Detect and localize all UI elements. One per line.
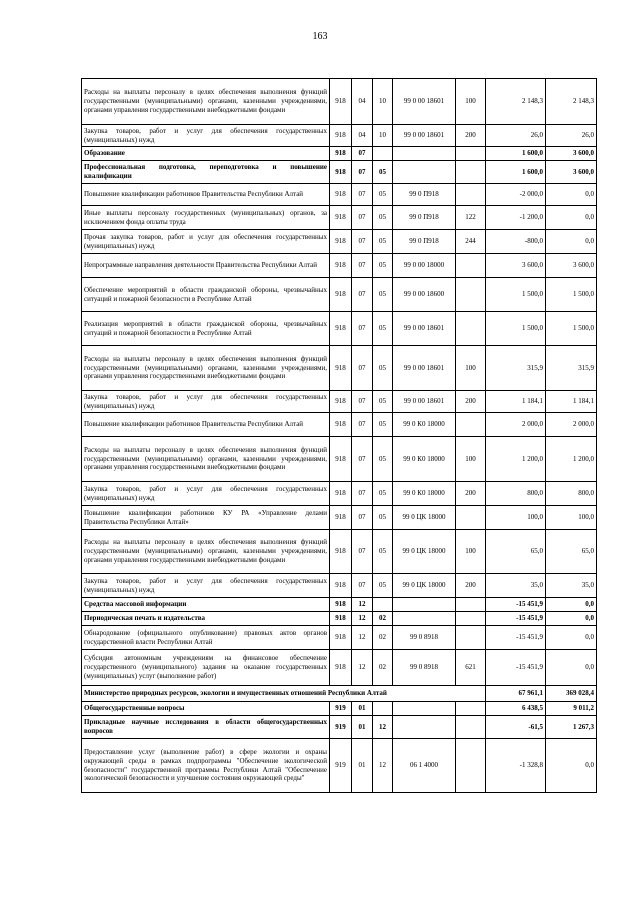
row-expense-type: [456, 413, 486, 437]
row-expense-type: [456, 716, 486, 739]
row-amount-2: 0,0: [546, 206, 597, 230]
table-row: [82, 530, 597, 574]
row-subsection-code: 05: [373, 574, 393, 598]
row-name: Расходы на выплаты персоналу в целях обеспечения выполнения функций государственными (муниципальными) органами, казенными учреждениями, органами управления государственными внебюджетными фондами: [82, 79, 330, 125]
row-grbs-code: 918: [330, 125, 352, 147]
row-target-article: [393, 612, 456, 626]
row-expense-type: 122: [456, 206, 486, 230]
row-section-code: 07: [352, 482, 373, 506]
row-amount-1: 2 148,3: [486, 79, 546, 125]
row-amount-2: 2 000,0: [546, 413, 597, 437]
row-grbs-code: 919: [330, 702, 352, 716]
row-expense-type: 244: [456, 230, 486, 254]
row-amount-1: -15 451,9: [486, 612, 546, 626]
row-section-code: 07: [352, 574, 373, 598]
row-expense-type: [456, 626, 486, 650]
row-section-code: 04: [352, 79, 373, 125]
row-section-code: 07: [352, 391, 373, 413]
row-amount-2: 26,0: [546, 125, 597, 147]
table-row: [82, 312, 597, 346]
row-subsection-code: [373, 702, 393, 716]
row-name: Иные выплаты персоналу государственных (муниципальных) органов, за исключением фонда оплаты труда: [82, 206, 330, 230]
row-amount-1: -800,0: [486, 230, 546, 254]
row-grbs-code: 918: [330, 346, 352, 391]
table-row: [82, 230, 597, 254]
row-section-code: 12: [352, 598, 373, 612]
row-target-article: [393, 702, 456, 716]
row-expense-type: [456, 161, 486, 184]
row-expense-type: [456, 702, 486, 716]
table-row: [82, 716, 597, 739]
row-target-article: 99 0 00 18601: [393, 125, 456, 147]
row-expense-type: [456, 598, 486, 612]
row-expense-type: 100: [456, 437, 486, 482]
row-subsection-code: 05: [373, 254, 393, 278]
row-section-code: 07: [352, 230, 373, 254]
row-amount-2: 0,0: [546, 184, 597, 206]
row-grbs-code: 918: [330, 530, 352, 574]
row-amount-1: 35,0: [486, 574, 546, 598]
row-amount-2: 9 011,2: [546, 702, 597, 716]
row-expense-type: [456, 147, 486, 161]
row-section-code: 07: [352, 278, 373, 312]
row-amount-2: 2 148,3: [546, 79, 597, 125]
row-amount-1: -15 451,9: [486, 650, 546, 686]
table-row: [82, 598, 597, 612]
table-row: [82, 437, 597, 482]
row-amount-2: 1 267,3: [546, 716, 597, 739]
table-row: [82, 574, 597, 598]
row-subsection-code: 05: [373, 530, 393, 574]
row-section-code: 07: [352, 346, 373, 391]
row-name: Повышение квалификации работников Правительства Республики Алтай: [82, 184, 330, 206]
row-expense-type: 100: [456, 530, 486, 574]
row-amount-1: 1 500,0: [486, 312, 546, 346]
row-subsection-code: 12: [373, 739, 393, 793]
table-row: [82, 391, 597, 413]
row-subsection-code: [373, 598, 393, 612]
table-row: [82, 612, 597, 626]
table-row: [82, 206, 597, 230]
row-subsection-code: 10: [373, 125, 393, 147]
row-amount-2: 1 184,1: [546, 391, 597, 413]
row-name: Средства массовой информации: [82, 598, 330, 612]
row-section-code: 07: [352, 506, 373, 530]
row-target-article: 99 0 00 18601: [393, 391, 456, 413]
row-target-article: 99 0 П918: [393, 230, 456, 254]
row-target-article: 99 0 К0 18000: [393, 413, 456, 437]
row-amount-1: 315,9: [486, 346, 546, 391]
table-row: [82, 79, 597, 125]
row-name: Предоставление услуг (выполнение работ) в сфере экологии и охраны окружающей среды в рамках подпрограммы "Обеспечение экологической безопасности" государственной программы Республики Алтай "Обеспечение экологической безопасности и улучшение состояния окружающей среды": [82, 739, 330, 793]
table-row: [82, 626, 597, 650]
row-amount-2: 0,0: [546, 650, 597, 686]
row-name: Министерство природных ресурсов, экологии и имущественных отношений Республики Алтай: [82, 686, 486, 702]
table-row: [82, 125, 597, 147]
row-subsection-code: 02: [373, 612, 393, 626]
row-target-article: [393, 147, 456, 161]
row-subsection-code: 05: [373, 312, 393, 346]
row-name: Профессиональная подготовка, переподготовка и повышение квалификации: [82, 161, 330, 184]
row-amount-2: 3 600,0: [546, 147, 597, 161]
row-section-code: 07: [352, 184, 373, 206]
budget-table-body: [82, 79, 597, 793]
row-amount-2: 0,0: [546, 598, 597, 612]
row-grbs-code: 918: [330, 598, 352, 612]
budget-table: [81, 78, 597, 793]
row-amount-1: 1 500,0: [486, 278, 546, 312]
row-section-code: 07: [352, 254, 373, 278]
table-row: [82, 147, 597, 161]
row-subsection-code: [373, 147, 393, 161]
row-expense-type: [456, 612, 486, 626]
row-amount-1: 1 600,0: [486, 147, 546, 161]
row-amount-2: 65,0: [546, 530, 597, 574]
row-grbs-code: 918: [330, 391, 352, 413]
table-row: [82, 254, 597, 278]
row-amount-2: 1 500,0: [546, 312, 597, 346]
table-row: [82, 413, 597, 437]
row-section-code: 01: [352, 702, 373, 716]
row-amount-2: 800,0: [546, 482, 597, 506]
row-amount-1: -61,5: [486, 716, 546, 739]
row-grbs-code: 918: [330, 147, 352, 161]
row-target-article: 99 0 8918: [393, 650, 456, 686]
row-target-article: 99 0 П918: [393, 206, 456, 230]
row-expense-type: [456, 739, 486, 793]
row-subsection-code: 05: [373, 184, 393, 206]
row-amount-1: 1 184,1: [486, 391, 546, 413]
row-section-code: 12: [352, 626, 373, 650]
row-amount-2: 0,0: [546, 230, 597, 254]
table-row: [82, 482, 597, 506]
row-section-code: 07: [352, 206, 373, 230]
row-amount-1: -1 200,0: [486, 206, 546, 230]
row-target-article: [393, 716, 456, 739]
row-subsection-code: 05: [373, 161, 393, 184]
row-target-article: 99 0 00 18601: [393, 312, 456, 346]
row-grbs-code: 918: [330, 254, 352, 278]
table-row: [82, 161, 597, 184]
row-amount-1: 2 000,0: [486, 413, 546, 437]
row-amount-1: -15 451,9: [486, 626, 546, 650]
row-amount-2: 100,0: [546, 506, 597, 530]
row-name: Непрограммные направления деятельности Правительства Республики Алтай: [82, 254, 330, 278]
row-subsection-code: 12: [373, 716, 393, 739]
table-row: [82, 506, 597, 530]
row-expense-type: [456, 312, 486, 346]
row-grbs-code: 918: [330, 413, 352, 437]
row-target-article: 99 0 ЦК 18000: [393, 506, 456, 530]
row-name: Повышение квалификации работников КУ РА «Управление делами Правительства Республики Алтай»: [82, 506, 330, 530]
table-row: [82, 739, 597, 793]
row-name: Повышение квалификации работников Правительства Республики Алтай: [82, 413, 330, 437]
row-target-article: 99 0 К0 18000: [393, 482, 456, 506]
row-section-code: 04: [352, 125, 373, 147]
row-amount-1: -2 000,0: [486, 184, 546, 206]
row-amount-2: 1 500,0: [546, 278, 597, 312]
row-grbs-code: 918: [330, 612, 352, 626]
row-target-article: 99 0 00 18000: [393, 254, 456, 278]
row-grbs-code: 918: [330, 206, 352, 230]
row-amount-1: 1 200,0: [486, 437, 546, 482]
row-name: Закупка товаров, работ и услуг для обеспечения государственных (муниципальных) нужд: [82, 574, 330, 598]
row-grbs-code: 918: [330, 626, 352, 650]
row-grbs-code: 918: [330, 506, 352, 530]
row-name: Общегосударственные вопросы: [82, 702, 330, 716]
row-name: Образование: [82, 147, 330, 161]
row-subsection-code: 05: [373, 413, 393, 437]
row-subsection-code: 05: [373, 391, 393, 413]
row-subsection-code: 05: [373, 230, 393, 254]
row-subsection-code: 05: [373, 506, 393, 530]
row-name: Закупка товаров, работ и услуг для обеспечения государственных (муниципальных) нужд: [82, 391, 330, 413]
row-grbs-code: 918: [330, 79, 352, 125]
table-row: [82, 650, 597, 686]
row-grbs-code: 918: [330, 482, 352, 506]
row-name: Расходы на выплаты персоналу в целях обеспечения выполнения функций государственными (муниципальными) органами, казенными учреждениями, органами управления государственными внебюджетными фондами: [82, 437, 330, 482]
row-section-code: 07: [352, 530, 373, 574]
row-amount-2: 3 600,0: [546, 161, 597, 184]
row-grbs-code: 918: [330, 184, 352, 206]
row-amount-2: 0,0: [546, 612, 597, 626]
row-expense-type: 200: [456, 574, 486, 598]
row-grbs-code: 918: [330, 650, 352, 686]
row-name: Периодическая печать и издательства: [82, 612, 330, 626]
row-amount-1: 67 961,1: [486, 686, 546, 702]
row-grbs-code: 918: [330, 437, 352, 482]
row-amount-1: 6 438,5: [486, 702, 546, 716]
row-expense-type: 200: [456, 125, 486, 147]
row-name: Прочая закупка товаров, работ и услуг для обеспечения государственных (муниципальных) нужд: [82, 230, 330, 254]
row-amount-1: -1 328,8: [486, 739, 546, 793]
row-target-article: [393, 161, 456, 184]
row-grbs-code: 918: [330, 278, 352, 312]
row-grbs-code: 919: [330, 716, 352, 739]
row-subsection-code: 05: [373, 278, 393, 312]
row-section-code: 07: [352, 147, 373, 161]
row-amount-2: 1 200,0: [546, 437, 597, 482]
row-subsection-code: 05: [373, 346, 393, 391]
row-expense-type: [456, 254, 486, 278]
row-section-code: 12: [352, 650, 373, 686]
row-expense-type: 100: [456, 346, 486, 391]
row-amount-1: 65,0: [486, 530, 546, 574]
row-target-article: 99 0 ЦК 18000: [393, 574, 456, 598]
row-amount-2: 0,0: [546, 626, 597, 650]
row-name: Обнародование (официального опубликование) правовых актов органов государственной власти Республики Алтай: [82, 626, 330, 650]
page-number: 163: [312, 31, 328, 42]
row-amount-2: 369 028,4: [546, 686, 597, 702]
row-amount-1: 1 600,0: [486, 161, 546, 184]
row-target-article: 99 0 К0 18000: [393, 437, 456, 482]
row-section-code: 07: [352, 437, 373, 482]
table-row: [82, 686, 597, 702]
row-amount-2: 315,9: [546, 346, 597, 391]
row-amount-1: -15 451,9: [486, 598, 546, 612]
row-name: Расходы на выплаты персоналу в целях обеспечения выполнения функций государственными (муниципальными) органами, казенными учреждениями, органами управления государственными внебюджетными фондами: [82, 346, 330, 391]
row-section-code: 01: [352, 739, 373, 793]
row-amount-1: 100,0: [486, 506, 546, 530]
row-grbs-code: 918: [330, 574, 352, 598]
row-section-code: 01: [352, 716, 373, 739]
row-expense-type: 100: [456, 79, 486, 125]
row-expense-type: [456, 278, 486, 312]
row-expense-type: 200: [456, 482, 486, 506]
row-section-code: 07: [352, 161, 373, 184]
row-target-article: 99 0 8918: [393, 626, 456, 650]
row-expense-type: [456, 506, 486, 530]
row-subsection-code: 10: [373, 79, 393, 125]
row-grbs-code: 918: [330, 312, 352, 346]
row-name: Обеспечение мероприятий в области гражданской обороны, чрезвычайных ситуаций и пожарной безопасности в Республике Алтай: [82, 278, 330, 312]
row-amount-2: 3 600,0: [546, 254, 597, 278]
row-target-article: 99 0 ЦК 18000: [393, 530, 456, 574]
row-grbs-code: 918: [330, 161, 352, 184]
row-expense-type: 200: [456, 391, 486, 413]
row-name: Закупка товаров, работ и услуг для обеспечения государственных (муниципальных) нужд: [82, 125, 330, 147]
row-amount-1: 800,0: [486, 482, 546, 506]
row-name: Расходы на выплаты персоналу в целях обеспечения выполнения функций государственными (муниципальными) органами, казенными учреждениями, органами управления государственными внебюджетными фондами: [82, 530, 330, 574]
row-target-article: 99 0 00 18601: [393, 346, 456, 391]
row-target-article: 99 0 00 18601: [393, 79, 456, 125]
table-row: [82, 278, 597, 312]
row-amount-2: 0,0: [546, 739, 597, 793]
row-target-article: 06 1 4000: [393, 739, 456, 793]
row-grbs-code: 919: [330, 739, 352, 793]
table-row: [82, 702, 597, 716]
table-row: [82, 346, 597, 391]
row-name: Субсидия автономным учреждениям на финансовое обеспечение государственного (муниципального) задания на оказание государственных (муниципальных) услуг (выполнение работ): [82, 650, 330, 686]
row-section-code: 07: [352, 413, 373, 437]
row-section-code: 07: [352, 312, 373, 346]
row-amount-2: 35,0: [546, 574, 597, 598]
row-name: Реализация мероприятий в области гражданской обороны, чрезвычайных ситуаций и пожарной безопасности в Республике Алтай: [82, 312, 330, 346]
row-expense-type: 621: [456, 650, 486, 686]
row-subsection-code: 02: [373, 626, 393, 650]
row-amount-1: 3 600,0: [486, 254, 546, 278]
row-subsection-code: 05: [373, 482, 393, 506]
row-grbs-code: 918: [330, 230, 352, 254]
row-subsection-code: 02: [373, 650, 393, 686]
row-amount-1: 26,0: [486, 125, 546, 147]
row-expense-type: [456, 184, 486, 206]
row-subsection-code: 05: [373, 206, 393, 230]
row-target-article: [393, 598, 456, 612]
row-target-article: 99 0 П918: [393, 184, 456, 206]
row-section-code: 12: [352, 612, 373, 626]
table-row: [82, 184, 597, 206]
row-subsection-code: 05: [373, 437, 393, 482]
row-name: Прикладные научные исследования в области общегосударственных вопросов: [82, 716, 330, 739]
row-name: Закупка товаров, работ и услуг для обеспечения государственных (муниципальных) нужд: [82, 482, 330, 506]
row-target-article: 99 0 00 18600: [393, 278, 456, 312]
